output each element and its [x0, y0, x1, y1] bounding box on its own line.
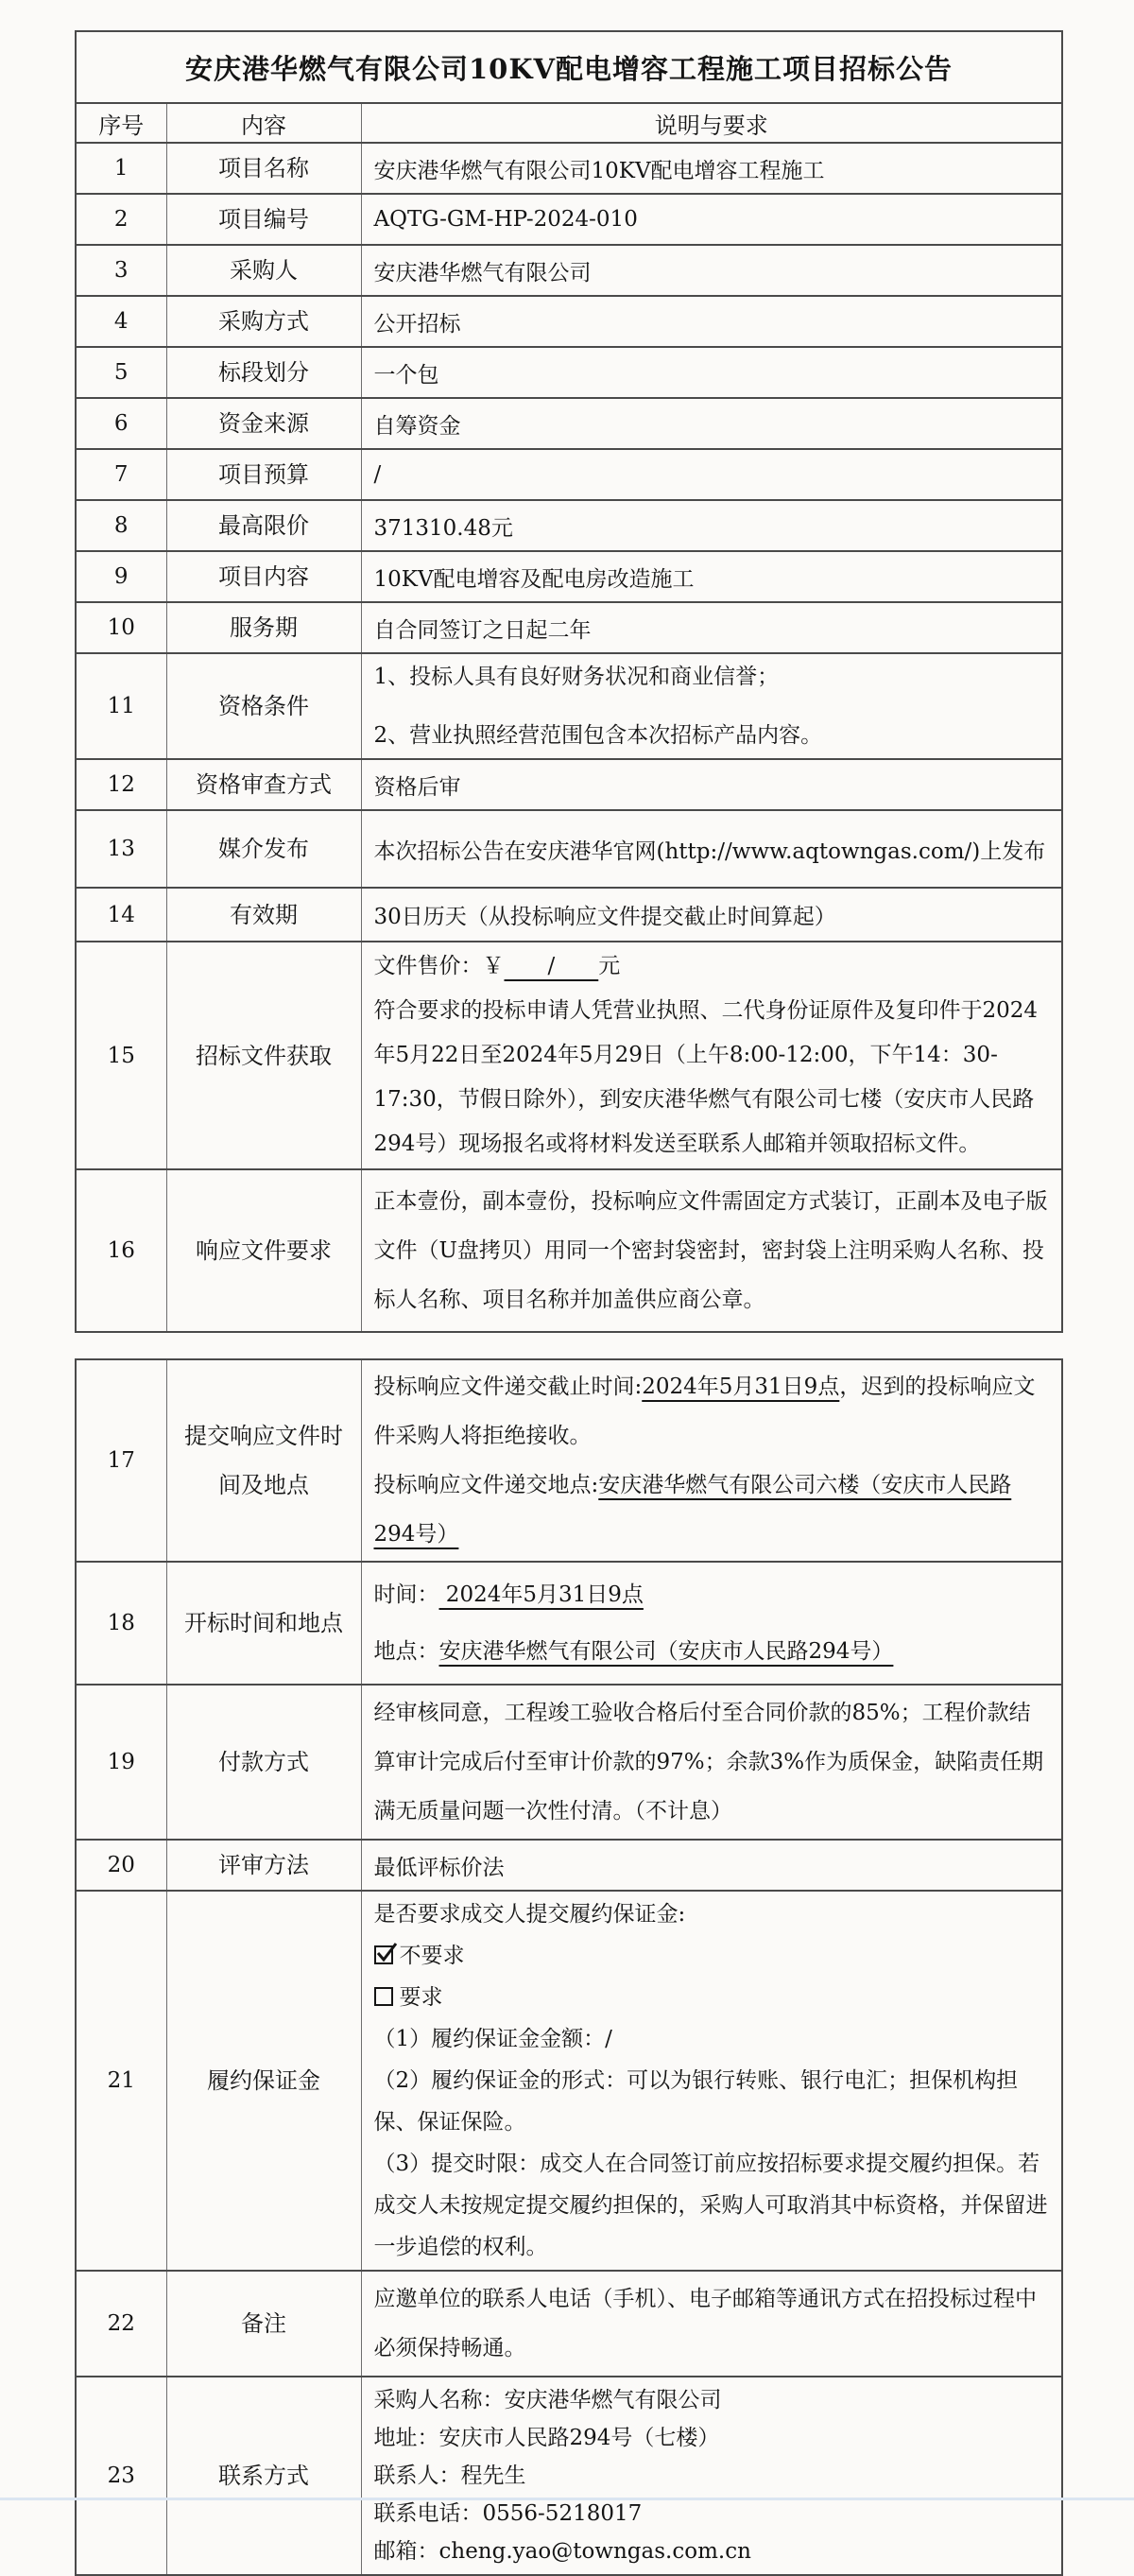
row-18-desc: [361, 1562, 1062, 1685]
row-18-label: 开标时间和地点: [166, 1562, 361, 1685]
row-22-desc: 应邀单位的联系人电话（手机）、电子邮箱等通讯方式在招投标过程中必须保持畅通。: [361, 2271, 1062, 2377]
table-row: [76, 347, 1062, 398]
row-9-desc: 10KV配电增容及配电房改造施工: [361, 551, 1062, 602]
row-21-desc: [361, 1891, 1062, 2271]
contact-purchaser-name: 采购人名称：安庆港华燃气有限公司: [373, 2388, 722, 2412]
checkbox-unchecked-icon: [374, 1987, 393, 2006]
row-13-desc: 本次招标公告在安庆港华官网(http://www.aqtowngas.com/)上发布: [361, 810, 1062, 888]
bond-option-not-required: 不要求: [374, 1935, 1053, 1977]
table-row: [76, 1685, 1062, 1840]
opening-place-underline: 安庆港华燃气有限公司（安庆市人民路294号）: [438, 1639, 894, 1664]
row-3-desc: 安庆港华燃气有限公司: [361, 245, 1062, 296]
row-1-number: 1: [76, 143, 166, 194]
row-13-number: 13: [76, 810, 166, 888]
contact-email: 邮箱：cheng.yao@towngas.com.cn: [373, 2539, 751, 2564]
row-15-label: 招标文件获取: [166, 942, 361, 1169]
row-22-number: 22: [76, 2271, 166, 2377]
table-row: [76, 31, 1062, 103]
row-23-label: 联系方式: [166, 2377, 361, 2575]
table-row: [76, 942, 1062, 1169]
row-11-desc: [361, 653, 1062, 759]
table-row: [76, 296, 1062, 347]
table-row: [76, 398, 1062, 449]
qualification-item-2: 2、营业执照经营范围包含本次招标产品内容。: [373, 723, 823, 748]
row-2-number: 2: [76, 194, 166, 245]
table-row: [76, 888, 1062, 942]
row-21-number: 21: [76, 1891, 166, 2271]
document-pickup-instructions: 符合要求的投标申请人凭营业执照、二代身份证原件及复印件于2024年5月22日至2024年5月29日（上午8:00-12:00，下午14：30-17:30，节假日除外），到安庆港华燃气有限公司七楼（安庆市人民路294号）现场报名或将材料发送至联系人邮箱并领取招标文件。: [373, 998, 1039, 1156]
row-7-desc: /: [361, 449, 1062, 500]
table-row: [76, 143, 1062, 194]
row-17-desc: [361, 1359, 1062, 1562]
contact-phone: 联系电话：0556-5218017: [373, 2501, 643, 2526]
table-row: [76, 653, 1062, 759]
opening-time-underline: 2024年5月31日9点: [438, 1582, 644, 1607]
page-title: 安庆港华燃气有限公司10KV配电增容工程施工项目招标公告: [76, 31, 1062, 103]
bond-option-required: 要求: [374, 1977, 1053, 2018]
row-23-desc: [361, 2377, 1062, 2575]
row-1-label: 项目名称: [166, 143, 361, 194]
row-3-number: 3: [76, 245, 166, 296]
row-18-number: 18: [76, 1562, 166, 1685]
row-8-label: 最高限价: [166, 500, 361, 551]
row-14-number: 14: [76, 888, 166, 942]
table-row: [76, 245, 1062, 296]
table-header-row: [76, 103, 1062, 143]
row-23-number: 23: [76, 2377, 166, 2575]
row-3-label: 采购人: [166, 245, 361, 296]
row-12-desc: 资格后审: [361, 759, 1062, 810]
row-1-desc: 安庆港华燃气有限公司10KV配电增容工程施工: [361, 143, 1062, 194]
row-4-desc: 公开招标: [361, 296, 1062, 347]
row-7-label: 项目预算: [166, 449, 361, 500]
row-19-desc: 经审核同意，工程竣工验收合格后付至合同价款的85%；工程价款结算审计完成后付至审计价款的97%；余款3%作为质保金，缺陷责任期满无质量问题一次性付清。（不计息）: [361, 1685, 1062, 1840]
submission-deadline-line: 投标响应文件递交截止时间:2024年5月31日9点，迟到的投标响应文件采购人将拒绝接收。: [373, 1374, 1036, 1448]
opening-place-line: 地点：安庆港华燃气有限公司（安庆市人民路294号）: [373, 1639, 894, 1664]
contact-person: 联系人：程先生: [373, 2464, 526, 2488]
row-19-label: 付款方式: [166, 1685, 361, 1840]
document-sheet: [75, 0, 1061, 2576]
row-20-desc: 最低评标价法: [361, 1840, 1062, 1891]
table-row: [76, 1840, 1062, 1891]
row-16-label: 响应文件要求: [166, 1169, 361, 1332]
submission-place-underline: 安庆港华燃气有限公司六楼（安庆市人民路294号）: [373, 1473, 1012, 1547]
bond-item-1: （1）履约保证金金额：/: [373, 2027, 612, 2051]
bond-question-line: 是否要求成交人提交履约保证金:: [373, 1902, 686, 1927]
table-row: [76, 1562, 1062, 1685]
row-5-desc: 一个包: [361, 347, 1062, 398]
row-5-number: 5: [76, 347, 166, 398]
table-row: [76, 2271, 1062, 2377]
row-4-number: 4: [76, 296, 166, 347]
row-17-number: 17: [76, 1359, 166, 1562]
col-header-content: 内容: [166, 103, 361, 143]
tender-info-table-part1: [75, 30, 1063, 1333]
table-row: [76, 602, 1062, 653]
row-14-desc: 30日历天（从投标响应文件提交截止时间算起）: [361, 888, 1062, 942]
submission-place-line: 投标响应文件递交地点:安庆港华燃气有限公司六楼（安庆市人民路294号）: [373, 1473, 1012, 1547]
opening-time-line: 时间： 2024年5月31日9点: [373, 1582, 644, 1607]
row-10-desc: 自合同签订之日起二年: [361, 602, 1062, 653]
row-21-label: 履约保证金: [166, 1891, 361, 2271]
contact-address: 地址：安庆市人民路294号（七楼）: [373, 2426, 720, 2450]
tender-info-table-part2: [75, 1358, 1063, 2576]
row-11-label: 资格条件: [166, 653, 361, 759]
row-19-number: 19: [76, 1685, 166, 1840]
row-16-number: 16: [76, 1169, 166, 1332]
row-10-number: 10: [76, 602, 166, 653]
row-2-label: 项目编号: [166, 194, 361, 245]
table-row: [76, 194, 1062, 245]
row-13-label: 媒介发布: [166, 810, 361, 888]
row-6-label: 资金来源: [166, 398, 361, 449]
row-16-desc: 正本壹份，副本壹份，投标响应文件需固定方式装订，正副本及电子版文件（U盘拷贝）用同一个密封袋密封，密封袋上注明采购人名称、投标人名称、项目名称并加盖供应商公章。: [361, 1169, 1062, 1332]
row-17-label: 提交响应文件时间及地点: [166, 1359, 361, 1562]
row-9-label: 项目内容: [166, 551, 361, 602]
table-row: [76, 810, 1062, 888]
table-row: [76, 759, 1062, 810]
row-9-number: 9: [76, 551, 166, 602]
table-row: [76, 2377, 1062, 2575]
bond-item-2: （2）履约保证金的形式：可以为银行转账、银行电汇；担保机构担保、保证保险。: [373, 2068, 1019, 2135]
row-6-number: 6: [76, 398, 166, 449]
table-row: [76, 1891, 1062, 2271]
col-header-desc: 说明与要求: [361, 103, 1062, 143]
row-8-number: 8: [76, 500, 166, 551]
row-5-label: 标段划分: [166, 347, 361, 398]
table-row: [76, 551, 1062, 602]
price-blank-underline: /: [504, 954, 599, 978]
row-6-desc: 自筹资金: [361, 398, 1062, 449]
row-15-desc: [361, 942, 1062, 1169]
row-10-label: 服务期: [166, 602, 361, 653]
row-4-label: 采购方式: [166, 296, 361, 347]
row-8-desc: 371310.48元: [361, 500, 1062, 551]
row-14-label: 有效期: [166, 888, 361, 942]
row-15-number: 15: [76, 942, 166, 1169]
col-header-no: 序号: [76, 103, 166, 143]
table-row: [76, 1169, 1062, 1332]
checkbox-checked-icon: [374, 1945, 393, 1964]
row-20-label: 评审方法: [166, 1840, 361, 1891]
table-row: [76, 449, 1062, 500]
bond-item-3: （3）提交时限：成交人在合同签订前应按招标要求提交履约担保。若成交人未按规定提交履约担保的，采购人可取消其中标资格，并保留进一步追偿的权利。: [373, 2152, 1048, 2259]
row-22-label: 备注: [166, 2271, 361, 2377]
document-price-line: 文件售价：￥ / 元: [373, 954, 621, 978]
table-row: [76, 1359, 1062, 1562]
row-12-number: 12: [76, 759, 166, 810]
row-11-number: 11: [76, 653, 166, 759]
deadline-underline: 2024年5月31日9点: [642, 1374, 840, 1399]
row-2-desc: AQTG-GM-HP-2024-010: [361, 194, 1062, 245]
row-20-number: 20: [76, 1840, 166, 1891]
row-7-number: 7: [76, 449, 166, 500]
table-row: [76, 500, 1062, 551]
qualification-item-1: 1、投标人具有良好财务状况和商业信誉；: [373, 665, 780, 689]
row-12-label: 资格审查方式: [166, 759, 361, 810]
